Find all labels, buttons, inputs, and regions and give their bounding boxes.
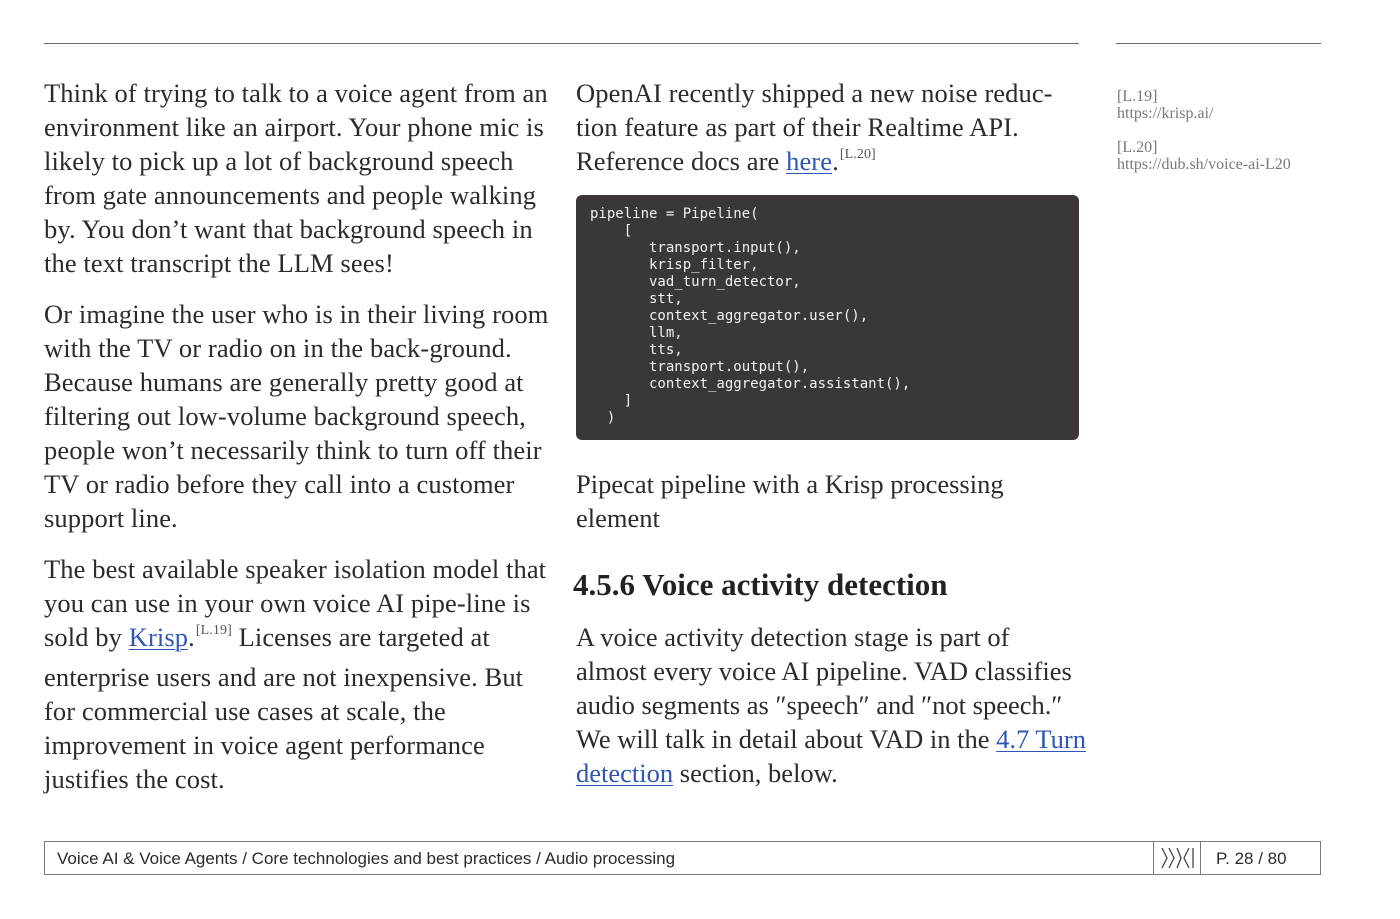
paragraph-airport: Think of trying to talk to a voice agent from an environment like an airport. Your phone mic is likely to pick up a lot of background speech from gate announcements and people walking by. You don’t want that background speech in the text transcript the LLM sees! [44, 78, 548, 278]
krisp-link[interactable]: Krisp [128, 622, 189, 652]
openai-text: OpenAI recently shipped a new noise reduc-tion feature as part of their Realtime API. Reference docs are [576, 78, 1053, 176]
top-rule-main [44, 43, 1079, 44]
vad-tail: section, below. [673, 758, 838, 788]
sidenote-url[interactable]: https://dub.sh/voice-ai-L20 [1117, 156, 1291, 173]
footnote-ref-l20: [L.20] [839, 147, 876, 162]
sidenotes [1117, 88, 1327, 190]
sidenote-l20 [1117, 139, 1327, 173]
here-period: . [832, 146, 839, 176]
paragraph-krisp [44, 552, 554, 796]
turn-detection-link[interactable]: 4.7 Turn detection [576, 724, 1086, 788]
section-heading: 4.5.6 Voice activity detection [573, 567, 948, 602]
here-link[interactable]: here [786, 146, 833, 176]
paragraph-krisp-text: The best available speaker isolation model that you can use in your own voice AI pipe-line is sold by [44, 554, 547, 652]
sidenote-ref: [L.20] [1117, 139, 1158, 156]
code-caption: Pipecat pipeline with a Krisp processing element [576, 469, 1004, 533]
left-column [44, 76, 554, 813]
sidenote-ref: [L.19] [1117, 88, 1158, 105]
footnote-ref-l19: [L.19] [195, 623, 232, 638]
code-block: pipeline = Pipeline( [ transport.input(), krisp_filter, vad_turn_detector, stt, context_aggregator.user(), llm, tts, transport.output(), context_aggregator.assistant(), ] ) [576, 195, 1079, 440]
sidenote-url[interactable]: https://krisp.ai/ [1117, 105, 1214, 122]
vad-paragraph [576, 620, 1086, 790]
paragraph-krisp-tail: Licenses are targeted at enterprise users and are not inexpensive. But for commercial use cases at scale, the improvement in voice agent performance justifies the cost. [44, 622, 524, 794]
page-number: P. 28 / 80 [1216, 849, 1287, 868]
paragraph-living-room: Or imagine the user who is in their living room with the TV or radio on in the back-ground. Because humans are generally pretty good at filtering out low-volume background speech, people won’t necessarily think to turn off their TV or radio before they call into a customer support line. [44, 299, 549, 533]
page-footer [44, 841, 1321, 875]
krisp-period: . [188, 622, 195, 652]
top-rule-margin [1116, 43, 1321, 44]
openai-paragraph [576, 76, 1081, 201]
vad-text: A voice activity detection stage is part of almost every voice AI pipeline. VAD classifies audio segments as ″speech″ and ″not speech.″ We will talk in detail about VAD in the [576, 622, 1072, 754]
brand-logo-icon [1153, 842, 1201, 874]
sidenote-l19 [1117, 88, 1327, 122]
breadcrumb: Voice AI & Voice Agents / Core technologies and best practices / Audio processing [57, 849, 676, 868]
